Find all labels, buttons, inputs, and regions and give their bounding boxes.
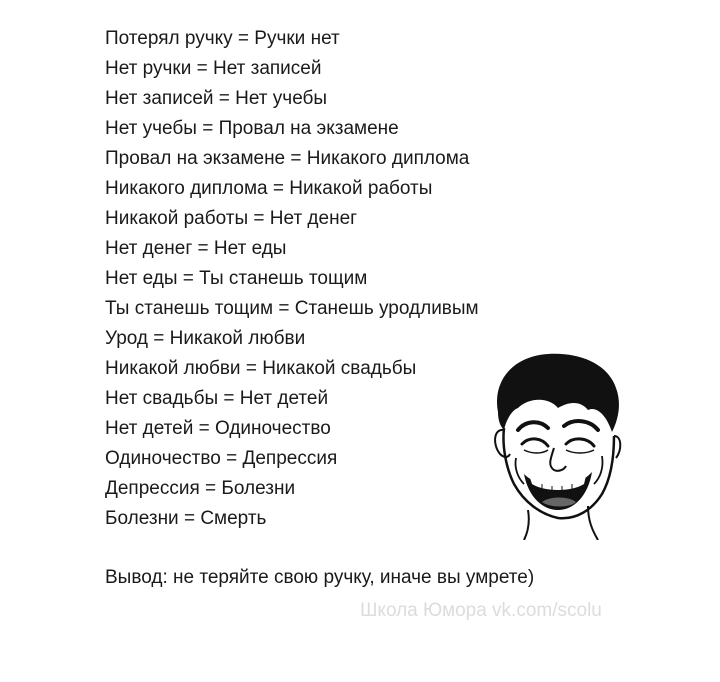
- chain-line: Нет записей = Нет учебы: [105, 88, 328, 109]
- chain-line: Одиночество = Депрессия: [105, 448, 338, 469]
- chain-line: Нет ручки = Нет записей: [105, 58, 322, 79]
- chain-line: Никакой работы = Нет денег: [105, 208, 358, 229]
- chain-list: [105, 24, 479, 534]
- chain-line: Нет свадьбы = Нет детей: [105, 388, 329, 409]
- chain-line: Провал на экзамене = Никакого диплома: [105, 148, 470, 169]
- chain-line: Никакой любви = Никакой свадьбы: [105, 358, 417, 379]
- chain-line: Урод = Никакой любви: [105, 328, 306, 349]
- chain-line: Болезни = Смерть: [105, 508, 267, 529]
- laughing-meme-face-icon: [484, 350, 624, 540]
- conclusion-text: Вывод: не теряйте свою ручку, иначе вы умрете): [105, 567, 535, 588]
- chain-line: Нет денег = Нет еды: [105, 238, 287, 259]
- chain-line: Нет учебы = Провал на экзамене: [105, 118, 399, 139]
- chain-line: Нет еды = Ты станешь тощим: [105, 268, 368, 289]
- chain-line: Никакого диплома = Никакой работы: [105, 178, 433, 199]
- chain-line: Ты станешь тощим = Станешь уродливым: [105, 298, 479, 319]
- chain-line: Нет детей = Одиночество: [105, 418, 331, 439]
- watermark-text: Школа Юмора vk.com/scolu: [360, 600, 602, 621]
- chain-line: Потерял ручку = Ручки нет: [105, 28, 340, 49]
- chain-line: Депрессия = Болезни: [105, 478, 296, 499]
